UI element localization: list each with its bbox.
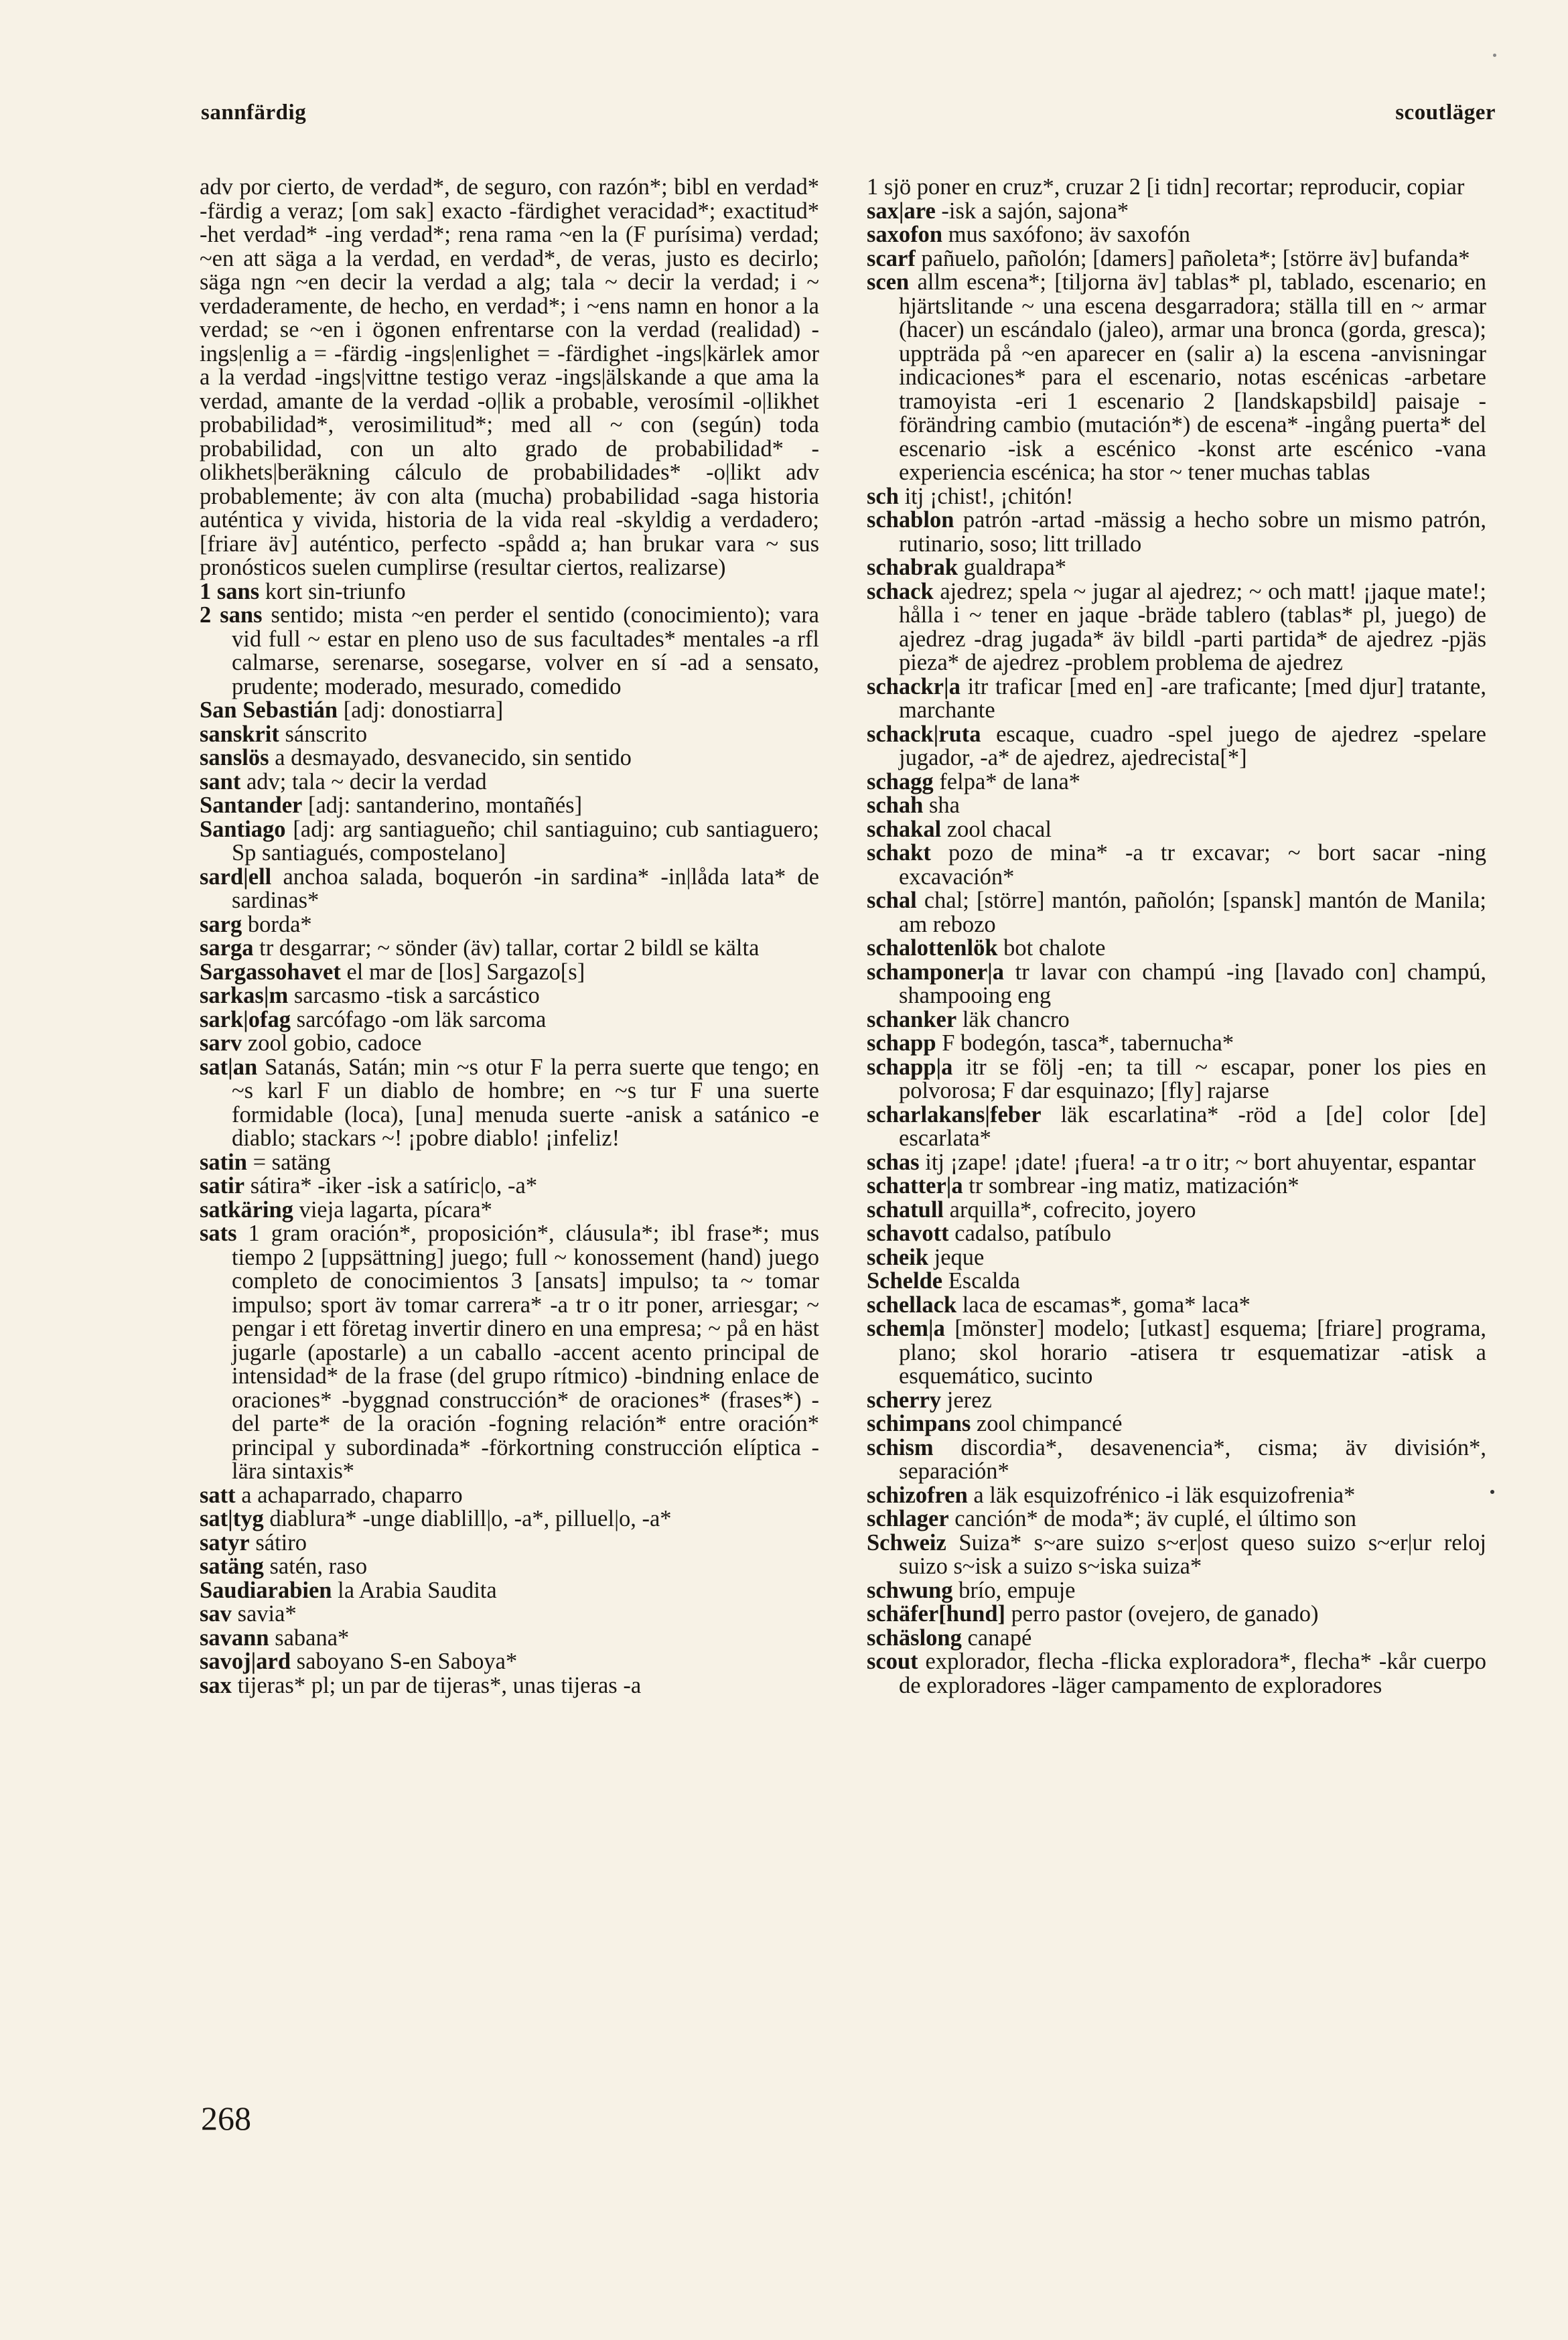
headword: scharlakans|feber (867, 1101, 1042, 1127)
headword: scen (867, 269, 910, 295)
dictionary-entry (200, 1627, 819, 1651)
definition: patrón -artad -mässig a hecho sobre un mismo patrón, rutinario, soso; litt trillado (899, 507, 1487, 557)
definition: läk escarlatina* -röd a [de] color [de] escarlata* (899, 1101, 1487, 1151)
headword: savoj|ard (200, 1649, 291, 1674)
definition: gualdrapa* (963, 555, 1067, 580)
dictionary-entry (200, 1674, 819, 1698)
headword: sarga (200, 935, 254, 961)
definition: itr traficar [med en] -are traficante; [med djur] tratante, marchante (899, 673, 1486, 723)
definition: Escalda (948, 1268, 1020, 1294)
definition: sha (929, 793, 960, 818)
definition: tijeras* pl; un par de tijeras*, unas tijeras -a (237, 1672, 642, 1698)
headword: sanskrit (200, 721, 279, 747)
dictionary-entry (200, 1484, 819, 1508)
headword: Santander (200, 793, 303, 818)
entry-continuation (200, 176, 819, 580)
definition: sarcófago -om läk sarcoma (296, 1006, 547, 1032)
definition: adv; tala ~ decir la verdad (246, 768, 487, 795)
definition: perro pastor (ovejero, de ganado) (1011, 1601, 1319, 1627)
dictionary-entry (867, 1627, 1486, 1651)
definition: itr se följ -en; ta till ~ escapar, poner los pies en polvorosa; F dar esquinazo; [fly] rajarse (899, 1054, 1486, 1103)
headword: schack (867, 578, 934, 604)
dictionary-entry (867, 1174, 1486, 1198)
dictionary-entry (200, 984, 819, 1008)
dictionary-entry (200, 699, 819, 723)
headword: scherry (867, 1387, 942, 1413)
margin-mark (1493, 54, 1496, 57)
definition: zool chimpancé (976, 1411, 1123, 1436)
dictionary-entry (200, 1579, 819, 1603)
definition: borda* (247, 911, 312, 937)
dictionary-entry (200, 1174, 819, 1198)
dictionary-entry (867, 556, 1486, 580)
definition: tr sombrear -ing matiz, matización* (969, 1173, 1299, 1198)
dictionary-entry (200, 1650, 819, 1674)
definition: canapé (967, 1625, 1032, 1651)
dictionary-entry (200, 913, 819, 937)
definition: [adj: santanderino, montañés] (308, 793, 583, 818)
headword: schimpans (867, 1411, 971, 1436)
definition: F bodegón, tasca*, tabernucha* (942, 1030, 1234, 1056)
dictionary-entry (200, 746, 819, 770)
dictionary-entry (867, 1317, 1486, 1389)
dictionary-entry (200, 961, 819, 985)
dictionary-entry (200, 1602, 819, 1627)
dictionary-entry (867, 1602, 1486, 1627)
definition: chal; [större] mantón, pañolón; [spansk] mantón de Manila; am rebozo (899, 888, 1486, 937)
headword: San Sebastián (200, 697, 338, 723)
definition: cadalso, patíbulo (954, 1221, 1112, 1246)
dictionary-entry (867, 1008, 1486, 1032)
page-number: 268 (201, 2100, 251, 2137)
headword: schablon (867, 507, 954, 533)
dictionary-entry (867, 723, 1486, 770)
definition: canción* de moda*; äv cuplé, el último son (954, 1506, 1357, 1531)
dictionary-entry (867, 1198, 1486, 1223)
headword: sats (200, 1221, 237, 1246)
dictionary-entry (200, 723, 819, 747)
dictionary-entry (200, 1151, 819, 1175)
left-guide-word: sannfärdig (201, 100, 307, 125)
dictionary-entry (867, 1389, 1486, 1413)
definition: kort sin-triunfo (265, 578, 406, 604)
headword: sarg (200, 911, 242, 937)
definition: discordia*, desavenencia*, cisma; äv división*, separación* (899, 1434, 1487, 1484)
definition: sátiro (255, 1529, 307, 1556)
definition: = satäng (253, 1149, 331, 1175)
definition: 1 gram oración*, proposición*, cláusula*; ibl frase*; mus tiempo 2 [uppsättning] juego; full ~ konossement (hand) juego completo de conocimientos 3 [ansats] impulso; ta ~ tomar impulso; sport äv tomar carrera* -a tr o itr poner, arriesgar; ~ pengar i ett företag invertir dinero en una empresa; ~ på en häst jugarle (apostarle) a un caballo -accent acento principal de intensidad* de la frase (del grupo rítmico) -bindning enlace de oraciones* -byggnad construcción* de oraciones* (frases*) -del parte* de la oración -fogning relación* entre oración* principal y subordinada* -förkortning construcción elíptica -lära sintaxis* (232, 1221, 819, 1484)
dictionary-entry (200, 1198, 819, 1223)
headword: 1 sans (200, 578, 260, 604)
headword: schakal (867, 816, 942, 842)
headword: schwung (867, 1577, 953, 1603)
definition: allm escena*; [tiljorna äv] tablas* pl, tablado, escenario; en hjärtslitande ~ una escena desgarradora; ställa till en ~ armar (hacer) un escándalo (jaleo), armar una bronca (gorda, gresca); uppträda på ~en aparecer en (salir a) la escena -anvisningar indicaciones* para el escenario, notas escénicas -arbetare tramoyista -eri 1 escenario 2 [landskapsbild] paisaje -förändring cambio (mutación*) de escena* -ingång puerta* del escenario -isk a escénico -konst arte escénico -vana experiencia escénica; ha stor ~ tener muchas tablas (899, 269, 1487, 485)
headword: scheik (867, 1244, 929, 1270)
dictionary-entry (867, 818, 1486, 842)
definition: 1 sjö poner en cruz*, cruzar 2 [i tidn] recortar; reproducir, copiar (867, 174, 1465, 200)
headword: sant (200, 768, 241, 795)
dictionary-entry (867, 794, 1486, 818)
headword: sax|are (867, 198, 936, 224)
headword: sax (200, 1672, 232, 1698)
definition: läk chancro (962, 1006, 1070, 1032)
dictionary-entry (867, 1032, 1486, 1056)
headword: schakt (867, 840, 931, 866)
definition: itj ¡chist!, ¡chitón! (904, 483, 1074, 509)
dictionary-entry (867, 937, 1486, 961)
definition: zool gobio, cadoce (247, 1030, 422, 1056)
headword: satäng (200, 1554, 264, 1579)
definition: mus saxófono; äv saxofón (948, 222, 1190, 247)
headword: schal (867, 888, 917, 913)
dictionary-entry (867, 1269, 1486, 1294)
headword: satin (200, 1149, 247, 1175)
definition: jerez (946, 1387, 992, 1413)
definition: arquilla*, cofrecito, joyero (949, 1196, 1196, 1223)
dictionary-entry (867, 1507, 1486, 1531)
dictionary-entry (200, 1056, 819, 1151)
dictionary-entry (867, 675, 1486, 723)
definition: diablura* -unge diablill|o, -a*, pilluel|o, -a* (269, 1506, 672, 1531)
headword: satir (200, 1173, 245, 1198)
ink-dot (1490, 1490, 1494, 1494)
definition: [adj: donostiarra] (343, 697, 504, 723)
definition: anchoa salada, boquerón -in sardina* -in|låda lata* de sardinas* (232, 864, 819, 913)
dictionary-entry (867, 770, 1486, 795)
headword: scout (867, 1649, 918, 1674)
headword: sat|an (200, 1054, 258, 1080)
headword: Schelde (867, 1268, 943, 1294)
headword: schabrak (867, 555, 958, 580)
dictionary-entry (867, 1531, 1486, 1579)
definition: el mar de [los] Sargazo[s] (346, 959, 585, 985)
definition: -isk a sajón, sajona* (941, 198, 1129, 224)
definition: [adj: arg santiagueño; chil santiaguino; cub santiaguero; Sp santiagués, compostelano] (232, 816, 819, 866)
dictionary-entry (200, 866, 819, 913)
dictionary-entry (200, 1531, 819, 1556)
definition: jeque (934, 1244, 985, 1270)
headword: schah (867, 793, 924, 818)
definition: a läk esquizofrénico -i läk esquizofrenia* (973, 1482, 1356, 1508)
headword: schellack (867, 1292, 957, 1318)
headword: sanslös (200, 745, 269, 770)
definition: explorador, flecha -flicka exploradora*, flecha* -kår cuerpo de exploradores -läger campamento de exploradores (899, 1649, 1487, 1698)
dictionary-entry (200, 770, 819, 795)
definition: sabana* (275, 1625, 350, 1651)
dictionary-entry (867, 1436, 1486, 1484)
definition: Suiza* s~are suizo s~er|ost queso suizo s~er|ur reloj suizo s~isk a suizo s~iska suiza* (899, 1529, 1486, 1579)
definition: a achaparrado, chaparro (241, 1482, 463, 1508)
definition: satén, raso (269, 1554, 368, 1579)
headword: satt (200, 1482, 236, 1508)
dictionary-entry (867, 889, 1486, 937)
headword: schack|ruta (867, 721, 981, 747)
headword: Sargassohavet (200, 959, 341, 985)
definition: a desmayado, desvanecido, sin sentido (275, 745, 632, 770)
definition: pozo de mina* -a tr excavar; ~ bort sacar -ning excavación* (899, 840, 1487, 890)
definition: sánscrito (285, 721, 368, 747)
definition: brío, empuje (958, 1577, 1076, 1603)
headword: Schweiz (867, 1529, 946, 1556)
dictionary-entry (867, 580, 1486, 675)
dictionary-entry (867, 1103, 1486, 1151)
definition: sarcasmo -tisk a sarcástico (293, 983, 540, 1008)
dictionary-entry (867, 1151, 1486, 1175)
headword: schlager (867, 1506, 949, 1531)
headword: savann (200, 1625, 269, 1651)
definition: zool chacal (946, 816, 1052, 842)
headword: schatter|a (867, 1173, 963, 1198)
definition: Satanás, Satán; min ~s otur F la perra suerte que tengo; en ~s karl F un diablo de hombre; en ~s tur F una suerte formidable (loca), [una] menuda suerte -anisk a satánico -e diablo; stackars ~! ¡pobre diablo! ¡infeliz! (232, 1054, 820, 1151)
headword: Saudiarabien (200, 1577, 332, 1603)
definition: bot chalote (1003, 935, 1106, 961)
headword: schapp|a (867, 1054, 953, 1080)
headword: Santiago (200, 816, 286, 842)
dictionary-entry (867, 1650, 1486, 1698)
definition: pañuelo, pañolón; [damers] pañoleta*; [större äv] bufanda* (921, 245, 1470, 271)
headword: sarkas|m (200, 983, 289, 1008)
headword: schavott (867, 1221, 949, 1246)
right-guide-word: scoutläger (1395, 100, 1496, 125)
dictionary-entry (200, 1555, 819, 1579)
headword: schapp (867, 1030, 936, 1056)
headword: sat|tyg (200, 1506, 264, 1531)
headword: schackr|a (867, 673, 960, 699)
dictionary-entry (200, 1032, 819, 1056)
headword: schalottenlök (867, 935, 998, 961)
definition: felpa* de lana* (939, 768, 1081, 795)
dictionary-entry (200, 794, 819, 818)
dictionary-entry (200, 1008, 819, 1032)
headword: schem|a (867, 1316, 945, 1341)
headword: sch (867, 483, 899, 509)
headword: schism (867, 1434, 934, 1460)
headword: schas (867, 1149, 920, 1175)
dictionary-entry (867, 1056, 1486, 1103)
headword: 2 sans (200, 602, 263, 628)
dictionary-entry (867, 200, 1486, 224)
dictionary-entry (200, 604, 819, 699)
dictionary-entry (867, 485, 1486, 509)
dictionary-entry (200, 580, 819, 604)
definition: la Arabia Saudita (338, 1577, 497, 1603)
dictionary-entry (867, 1412, 1486, 1436)
definition: laca de escamas*, goma* laca* (962, 1292, 1251, 1318)
definition: itj ¡zape! ¡date! ¡fuera! -a tr o itr; ~ bort ahuyentar, espantar (925, 1149, 1476, 1175)
headword: schagg (867, 768, 934, 795)
dictionary-entry (200, 1222, 819, 1484)
definition: ajedrez; spela ~ jugar al ajedrez; ~ och matt! ¡jaque mate!; hålla i ~ tener en jaque -bräde tablero (tablas* pl, juego) de ajedrez -drag jugada* äv bildl -parti partida* de ajedrez -pjäs pieza* de ajedrez -problem problema de ajedrez (899, 578, 1486, 675)
headword: schatull (867, 1196, 944, 1223)
definition: saboyano S-en Saboya* (296, 1649, 518, 1674)
definition: vieja lagarta, pícara* (299, 1196, 492, 1223)
definition: adv por cierto, de verdad*, de seguro, con razón*; bibl en verdad* -färdig a veraz; [om sak] exacto -färdighet veracidad*; exactitud* -het verdad* -ing verdad*; rena rama ~en la (F purísima) verdad; ~en att säga a la verdad, en verdad*, de veras, justo es decirlo; säga ngn ~en decir la verdad a alg; tala ~ decir la verdad; i ~ verdaderamente, de hecho, en verdad*; i ~ens namn en honor a la verdad; se ~en i ögonen enfrentarse con la verdad (realidad) -ings|enlig a = -färdig -ings|enlighet = -färdighet -ings|kärlek amor a la verdad -ings|vittne testigo veraz -ings|älskande a que ama la verdad, amante de la verdad -o|lik a probable, verosímil -o|likhet probabilidad*, verosimilitud*; med all ~ con (según) toda probabilidad, con un alto grado de probabilidad* -olikhets|beräkning cálculo de probabilidades* -o|likt adv probablemente; äv con alta (mucha) probabilidad -saga historia auténtica y vivida, historia de la vida real -skyldig a verdadero; [friare äv] auténtico, perfecto -spådd a; han brukar vara ~ sus pronósticos suelen cumplirse (resultar ciertos, realizarse) (200, 174, 819, 580)
entry-continuation (867, 176, 1486, 200)
dictionary-entry (867, 841, 1486, 889)
headword: sav (200, 1601, 232, 1627)
dictionary-entry (867, 247, 1486, 271)
dictionary-entry (867, 1246, 1486, 1270)
dictionary-entry (867, 1579, 1486, 1603)
headword: schäfer[hund] (867, 1601, 1006, 1627)
definition: sátira* -iker -isk a satíric|o, -a* (250, 1173, 538, 1198)
headword: scarf (867, 245, 916, 271)
definition: tr lavar con champú -ing [lavado con] champú, shampooing eng (899, 959, 1487, 1008)
dictionary-entry (867, 1484, 1486, 1508)
definition: savia* (237, 1601, 297, 1627)
headword: schäslong (867, 1625, 962, 1651)
headword: sarv (200, 1030, 242, 1056)
right-column (867, 176, 1486, 1698)
definition: escaque, cuadro -spel juego de ajedrez -spelare jugador, -a* de ajedrez, ajedrecista[*] (899, 721, 1486, 770)
definition: [mönster] modelo; [utkast] esquema; [friare] programa, plano; skol horario -atisera tr esquematizar -atisk a esquemático, sucinto (899, 1316, 1487, 1389)
dictionary-entry (867, 1222, 1486, 1246)
headword: sard|ell (200, 864, 272, 890)
dictionary-entry (867, 508, 1486, 556)
headword: schanker (867, 1006, 957, 1032)
dictionary-entry (200, 1507, 819, 1531)
headword: satkäring (200, 1196, 293, 1223)
dictionary-entry (200, 937, 819, 961)
left-column (200, 176, 819, 1698)
dictionary-entry (200, 818, 819, 866)
headword: saxofon (867, 222, 943, 247)
headword: schamponer|a (867, 959, 1005, 985)
dictionary-entry (867, 271, 1486, 485)
dictionary-entry (867, 961, 1486, 1008)
headword: sark|ofag (200, 1006, 291, 1032)
definition: sentido; mista ~en perder el sentido (conocimiento); vara vid full ~ estar en pleno uso de sus facultades* mentales -a rfl calmarse, serenarse, sosegarse, volver en sí -ad a sensato, prudente; moderado, mesurado, comedido (232, 602, 819, 699)
headword: satyr (200, 1529, 250, 1556)
headword: schizofren (867, 1482, 968, 1508)
definition: tr desgarrar; ~ sönder (äv) tallar, cortar 2 bildl se kälta (259, 935, 760, 961)
dictionary-entry (867, 1294, 1486, 1318)
dictionary-entry (867, 223, 1486, 247)
